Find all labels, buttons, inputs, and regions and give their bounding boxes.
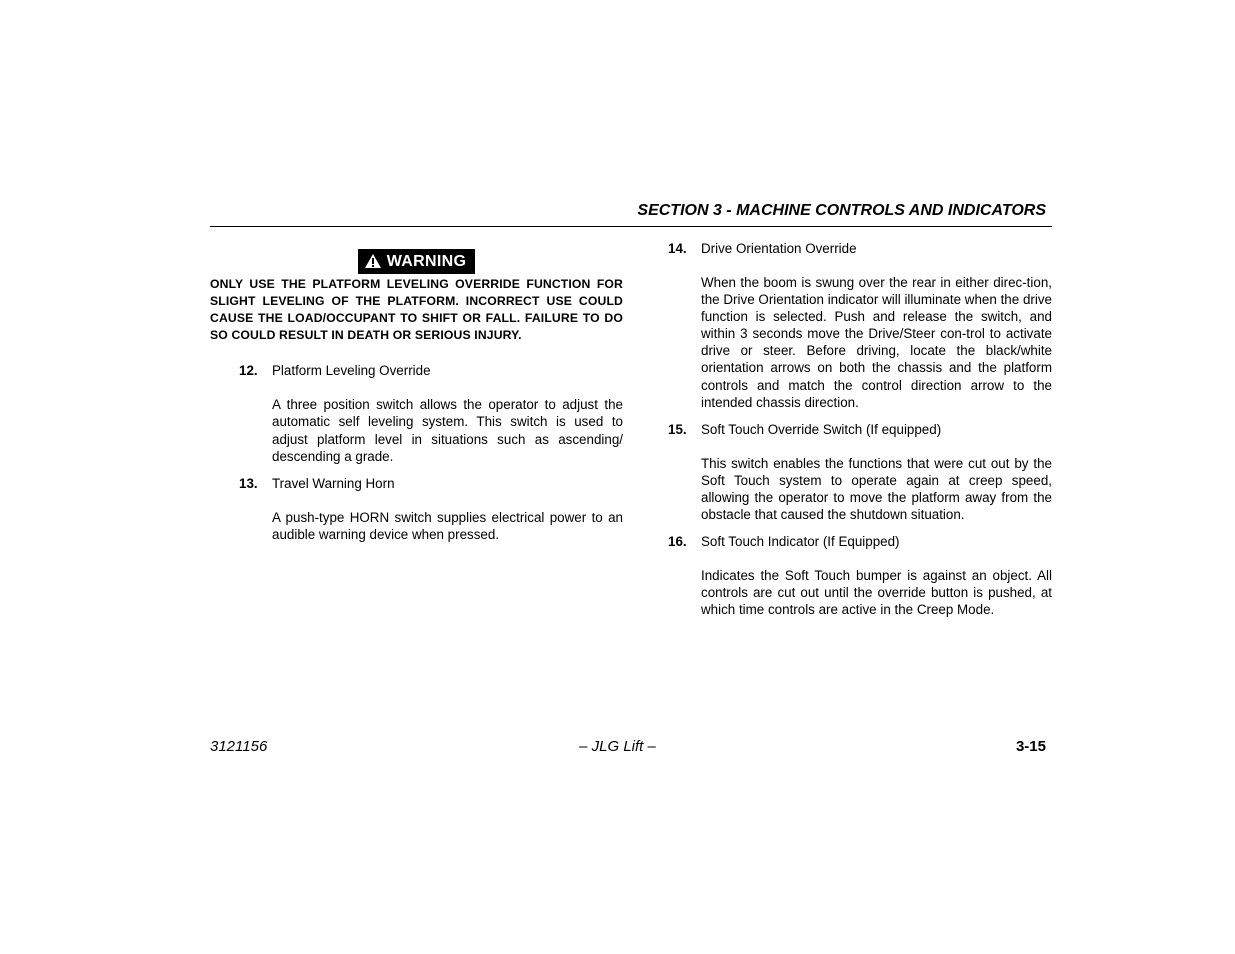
item-number: 15.	[668, 421, 687, 437]
item-number: 13.	[239, 475, 258, 491]
warning-label: WARNING	[386, 253, 467, 270]
warning-banner	[210, 249, 623, 274]
list-item-16	[668, 533, 1052, 618]
list-item-14	[668, 240, 1052, 411]
header-divider	[210, 226, 1052, 227]
item-title: Drive Orientation Override	[701, 241, 857, 256]
list-item-15	[668, 421, 1052, 523]
item-title: Platform Leveling Override	[272, 363, 431, 379]
footer-publisher: – JLG Lift –	[579, 738, 656, 755]
section-title: SECTION 3 - MACHINE CONTROLS AND INDICATORS	[637, 202, 1046, 219]
list-item-13	[210, 475, 623, 543]
item-body: A three position switch allows the operator to adjust the automatic self leveling system. This switch is used to adjust platform level in situations such as ascending/ descending a grade.	[272, 397, 623, 464]
warning-text: ONLY USE THE PLATFORM LEVELING OVERRIDE FUNCTION FOR SLIGHT LEVELING OF THE PLATFORM. INCORRECT USE COULD CAUSE THE LOAD/OCCUPANT TO SHIFT OR FALL. FAILURE TO DO SO COULD RESULT IN DEATH OR SERIOUS INJURY.	[210, 277, 623, 343]
item-number: 14.	[668, 241, 687, 256]
left-column	[210, 240, 623, 543]
item-title: Soft Touch Indicator (If Equipped)	[701, 534, 900, 550]
item-body: This switch enables the functions that were cut out by the Soft Touch system to operate again at creep speed, allowing the operator to move the platform away from the obstacle that caused the shutdown situation.	[701, 455, 1052, 523]
page-number: 3-15	[1015, 738, 1046, 755]
right-column	[668, 240, 1052, 618]
list-item-12	[210, 362, 623, 464]
item-body: Indicates the Soft Touch bumper is against an object. All controls are cut out until the override button is pushed, at which time controls are active in the Creep Mode.	[701, 568, 1052, 618]
item-title: Travel Warning Horn	[272, 475, 395, 491]
item-number: 16.	[668, 534, 687, 550]
item-body: When the boom is swung over the rear in either direc-tion, the Drive Orientation indicator will illuminate when the drive function is selected. Push and release the switch, and within 3 seconds move the Drive/Steer con-trol to activate drive or steer. Before driving, locate the black/white orientation arrows on both the chassis and the platform controls and match the control direction arrow to the intended chassis direction.	[701, 275, 1052, 410]
item-body: A push-type HORN switch supplies electrical power to an audible warning device when pressed.	[272, 509, 623, 542]
warning-badge	[358, 249, 475, 274]
item-number: 12.	[239, 363, 258, 379]
item-title: Soft Touch Override Switch (If equipped)	[701, 421, 942, 437]
footer-doc-number: 3121156	[210, 738, 268, 755]
warning-triangle-icon	[364, 253, 382, 269]
